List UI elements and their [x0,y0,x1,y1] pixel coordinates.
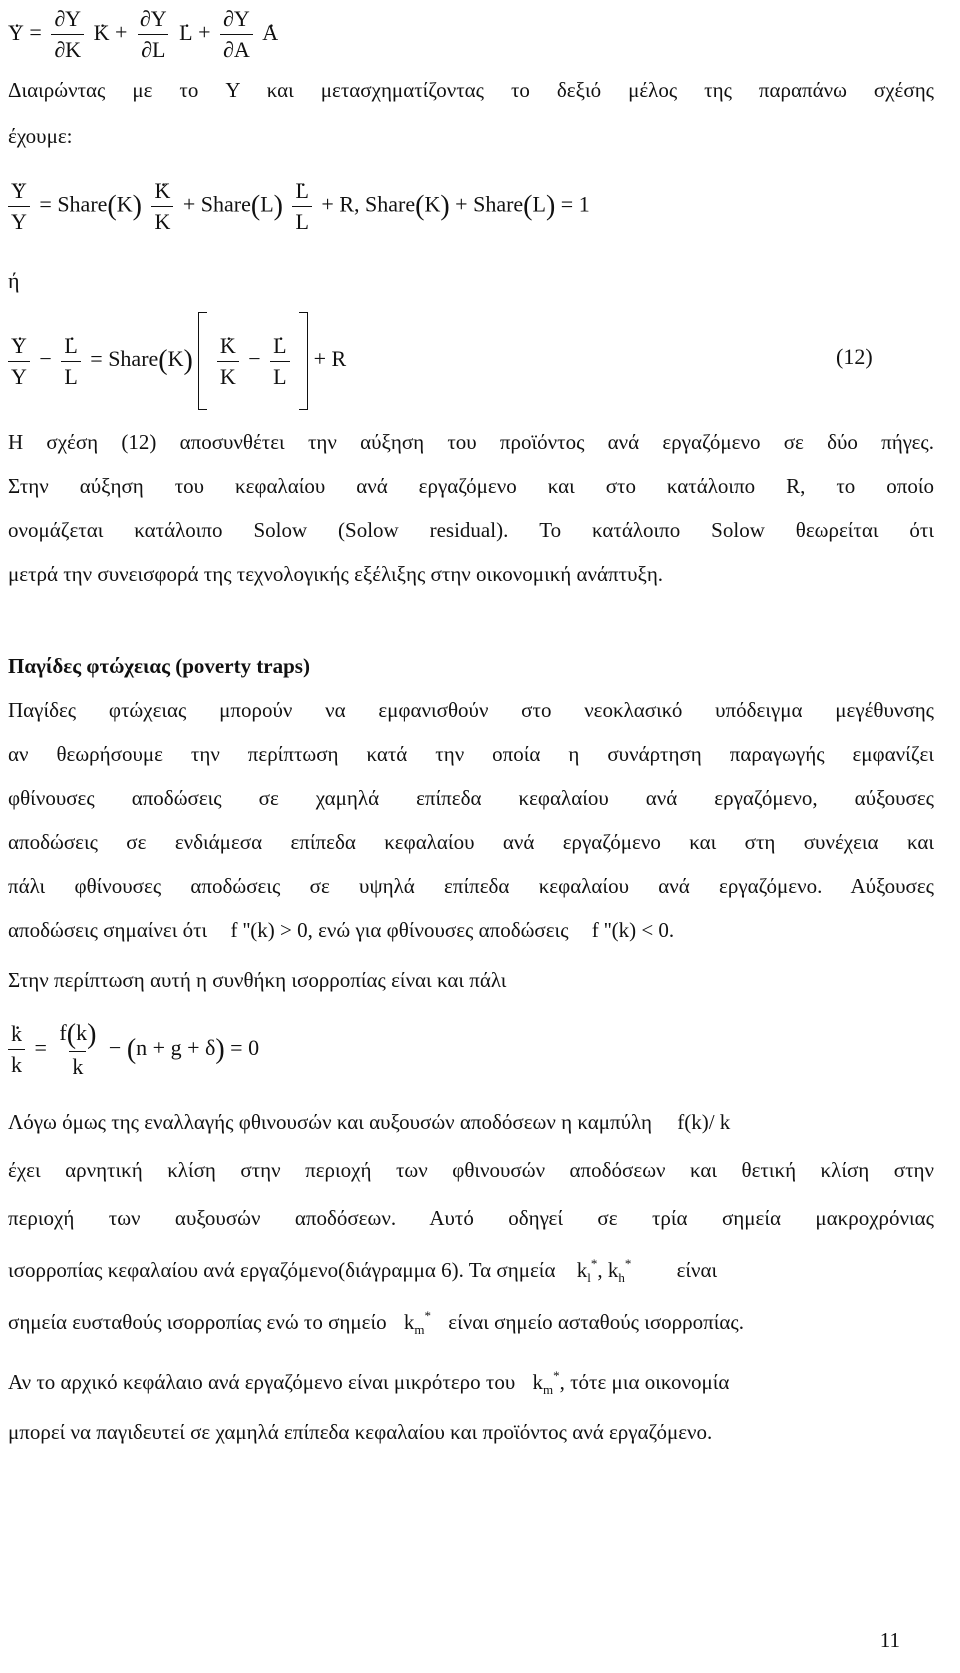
equation-12: . $\frac{Y}{Y}$ − . $\frac{L}{L}$ = Share(K) . $\frac{K}{K}$ − . $\frac{L}{L}$ + R [8,312,346,410]
paragraph-line-with-math: ισορροπίας κεφαλαίου ανά εργαζόμενο(διάγραμμα 6). Τα σημεία $k_l^*$, $k_h^*$ είναι [8,1256,718,1285]
paragraph-line: Στην αύξηση του κεφαλαίου ανά εργαζόμενο και στο κατάλοιπο R, το οποίο [8,474,934,498]
equation-label-12: (12) [836,344,873,369]
paragraph-line: έχουμε: [8,124,73,148]
paragraph-line-with-math: Λόγω όμως της εναλλαγής φθινουσών και αυξουσών αποδόσεων η καμπύλη f(k)/ k [8,1110,731,1134]
paragraph-line: αν θεωρήσουμε την περίπτωση κατά την οποία η συνάρτηση παραγωγής εμφανίζει [8,742,934,766]
equation-growth-shares: . $\frac{Y}{Y}$ = Share(K) . $\frac{K}{K}$ + Share(L) . $\frac{L}{L}$ + R, Share(K) + Share(L) = 1 [8,178,590,235]
paragraph-line: Παγίδες φτώχειας μπορούν να εμφανισθούν στο νεοκλασικό υπόδειγμα μεγέθυνσης [8,698,934,722]
equation-total-differential: . Y = $\frac{\partial Y}{\partial K}$ . K + $\frac{\partial Y}{\partial L}$ . L + $\frac{\partial Y}{\partial A}$ . A [8,6,278,63]
paragraph-line: Η σχέση (12) αποσυνθέτει την αύξηση του προϊόντος ανά εργαζόμενο σε δύο πήγες. [8,430,934,454]
paragraph-line: ονομάζεται κατάλοιπο Solow (Solow residual). Το κατάλοιπο Solow θεωρείται ότι [8,518,934,542]
paragraph-line: μπορεί να παγιδευτεί σε χαμηλά επίπεδα κεφαλαίου και προϊόντος ανά εργαζόμενο. [8,1420,713,1444]
paragraph-line: περιοχή των αυξουσών αποδόσεων. Αυτό οδηγεί σε τρία σημεία μακροχρόνιας [8,1206,934,1230]
paragraph-line: Στην περίπτωση αυτή η συνθήκη ισορροπίας είναι και πάλι [8,968,507,992]
equation-equilibrium: . $\frac{k}{k}$ = $\frac{f(k)}{k}$ − (n + g + δ) = 0 [8,1020,259,1080]
page-number: 11 [879,1628,900,1652]
paragraph-line: πάλι φθίνουσες αποδώσεις σε υψηλά επίπεδα κεφαλαίου ανά εργαζόμενο. Αύξουσες [8,874,934,898]
paragraph-line-with-math: σημεία ευσταθούς ισορροπίας ενώ το σημείο $k_m^*$ είναι σημείο ασταθούς ισορροπίας. [8,1308,744,1337]
paragraph-line-with-math: Αν το αρχικό κεφάλαιο ανά εργαζόμενο είναι μικρότερο του $k_m^*$, τότε μια οικονομία [8,1368,730,1397]
paragraph-line: φθίνουσες αποδώσεις σε χαμηλά επίπεδα κεφαλαίου ανά εργαζόμενο, αύξουσες [8,786,934,810]
paragraph-line: μετρά την συνεισφορά της τεχνολογικής εξέλιξης στην οικονομική ανάπτυξη. [8,562,664,586]
section-heading: Παγίδες φτώχειας (poverty traps) [8,654,310,678]
paragraph-line: έχει αρνητική κλίση στην περιοχή των φθινουσών αποδόσεων και θετική κλίση στην [8,1158,934,1182]
paragraph-line: αποδώσεις σε ενδιάμεσα επίπεδα κεφαλαίου ανά εργαζόμενο και στη συνέχεια και [8,830,934,854]
paragraph-line-with-math: αποδώσεις σημαίνει ότι f ''(k) > 0, ενώ για φθίνουσες αποδώσεις f ''(k) < 0. [8,918,675,942]
conjunction-eta: ή [8,268,20,293]
paragraph-line: Διαιρώντας με το Y και μετασχηματίζοντας το δεξιό μέλος της παραπάνω σχέσης [8,78,934,102]
